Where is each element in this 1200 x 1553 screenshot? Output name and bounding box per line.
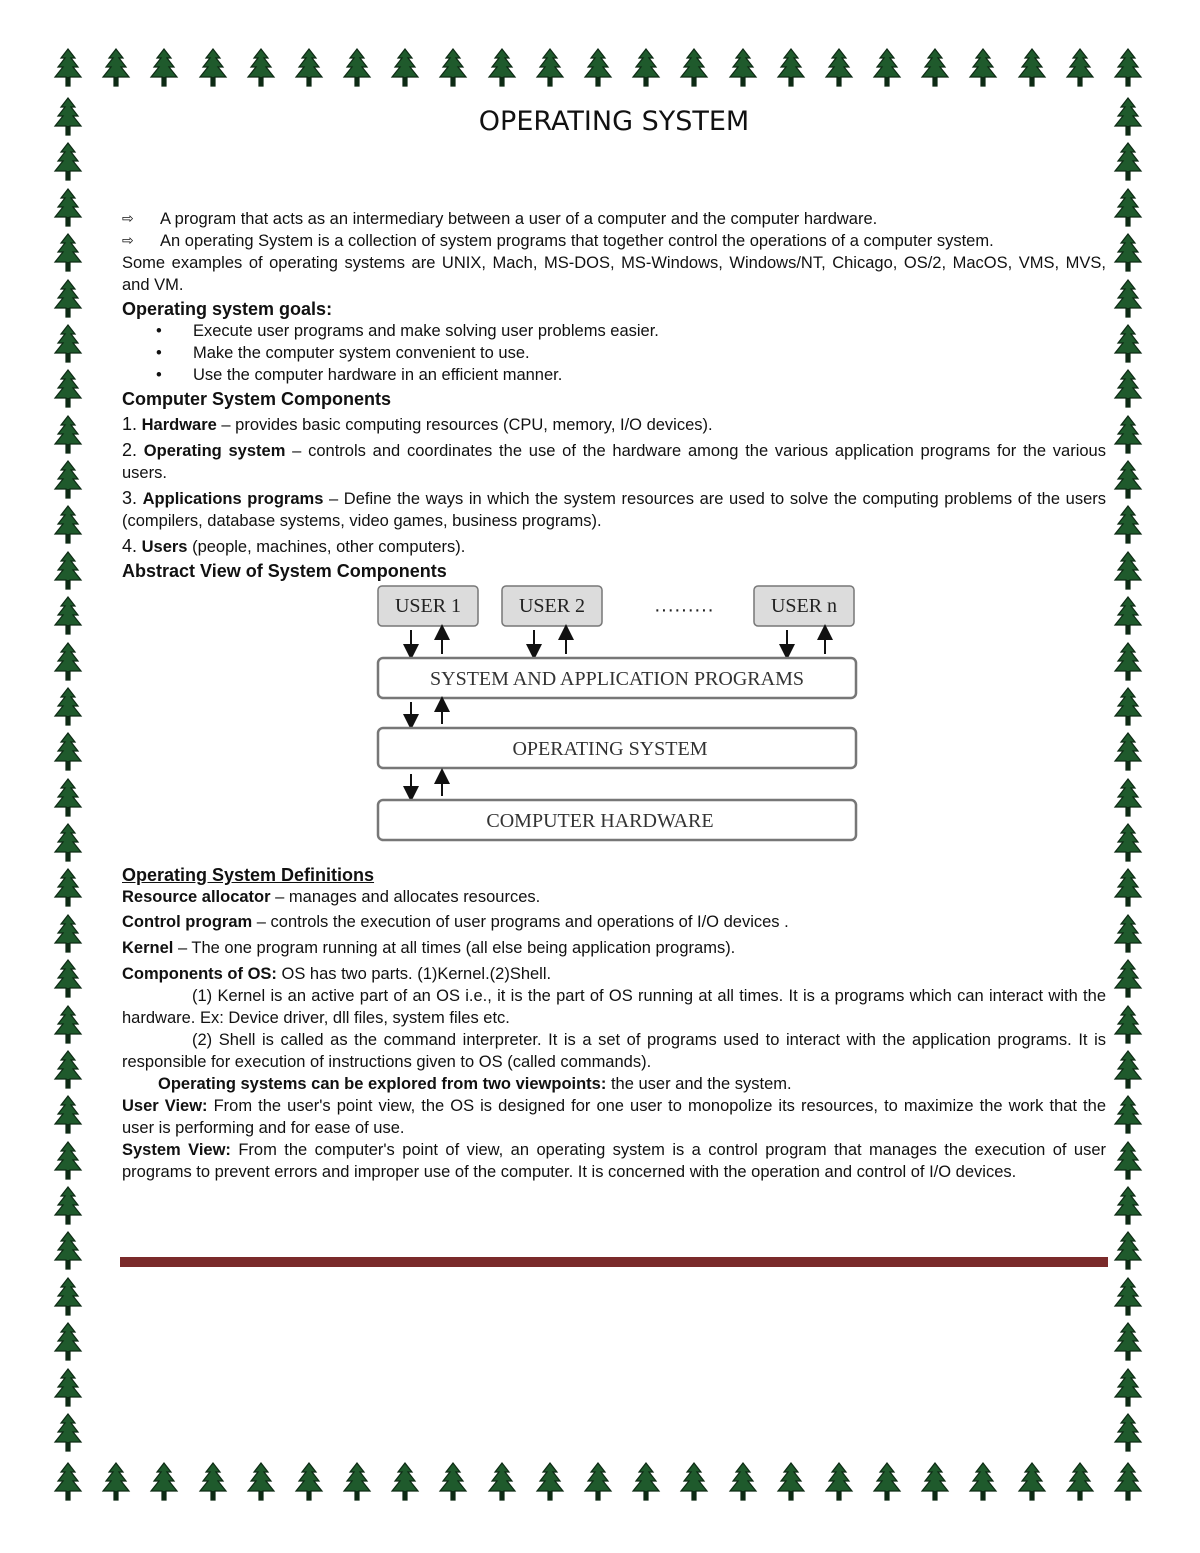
component-item: 4. Users (people, machines, other computers).	[122, 536, 466, 556]
tree-icon	[101, 48, 131, 88]
shell-paragraph: (2) Shell is called as the command interpreter. It is a set of programs used to interact with the application programs. It is responsible for execution of instructions given to OS (called commands).	[122, 1031, 1106, 1071]
tree-icon	[53, 959, 83, 999]
components-of-os: Components of OS: OS has two parts. (1)Kernel.(2)Shell.	[122, 965, 552, 983]
tree-icon	[1113, 1141, 1143, 1181]
tree-icon	[1113, 324, 1143, 364]
arrow-pair-usern	[787, 630, 825, 654]
tree-icon	[1113, 505, 1143, 545]
definition-item: Resource allocator – manages and allocates resources.	[122, 888, 541, 906]
intro-item	[122, 230, 1106, 252]
system-view-paragraph: System View: From the computer's point of view, an operating system is a control program that manages the execution of user programs to prevent errors and improper use of the computer. It is concerned with the operation and control of I/O devices.	[122, 1141, 1106, 1181]
list-item: • Make the computer system convenient to use.	[156, 344, 530, 362]
tree-icon	[1065, 48, 1095, 88]
arrow-bullet-icon: ⇨	[122, 211, 134, 227]
tree-icon	[679, 1462, 709, 1502]
document-body	[122, 100, 1106, 1183]
tree-icon	[53, 1413, 83, 1453]
tree-icon	[1017, 48, 1047, 88]
tree-icon	[1113, 188, 1143, 228]
tree-icon	[53, 1141, 83, 1181]
tree-icon	[872, 1462, 902, 1502]
tree-icon	[53, 868, 83, 908]
user-label-2: USER 2	[518, 595, 586, 617]
tree-icon	[1113, 233, 1143, 273]
tree-icon	[438, 1462, 468, 1502]
tree-icon	[149, 48, 179, 88]
tree-icon	[53, 914, 83, 954]
tree-icon	[968, 1462, 998, 1502]
tree-icon	[53, 642, 83, 682]
system-components-diagram	[122, 584, 1106, 860]
abstract-view-heading: Abstract View of System Components	[122, 561, 447, 581]
tree-icon	[342, 48, 372, 88]
layer-label-hardware: COMPUTER HARDWARE	[486, 810, 714, 832]
user-label-1: USER 1	[394, 595, 462, 617]
tree-icon	[198, 1462, 228, 1502]
list-item: • Execute user programs and make solving user problems easier.	[156, 322, 659, 340]
list-item: • Use the computer hardware in an efficient manner.	[156, 366, 563, 384]
tree-icon	[1113, 1368, 1143, 1408]
intro-text: A program that acts as an intermediary between a user of a computer and the computer hardware.	[160, 210, 878, 228]
goals-heading: Operating system goals:	[122, 299, 333, 319]
tree-icon	[1113, 48, 1143, 88]
tree-icon	[583, 48, 613, 88]
tree-icon	[1113, 1413, 1143, 1453]
tree-icon	[53, 687, 83, 727]
tree-icon	[53, 279, 83, 319]
component-item: 1. Hardware – provides basic computing resources (CPU, memory, I/O devices).	[122, 414, 713, 434]
tree-icon	[1113, 1462, 1143, 1502]
tree-icon	[53, 142, 83, 182]
tree-icon	[535, 48, 565, 88]
tree-icon	[294, 48, 324, 88]
tree-icon	[824, 48, 854, 88]
arrow-bullet-icon: ⇨	[122, 233, 134, 249]
bullet-icon: •	[156, 366, 162, 384]
tree-icon	[1113, 1231, 1143, 1271]
tree-icon	[487, 48, 517, 88]
tree-icon	[968, 48, 998, 88]
tree-icon	[920, 1462, 950, 1502]
tree-icon	[1113, 369, 1143, 409]
tree-icon	[149, 1462, 179, 1502]
tree-icon	[246, 1462, 276, 1502]
tree-icon	[728, 48, 758, 88]
tree-icon	[583, 1462, 613, 1502]
tree-icon	[198, 48, 228, 88]
bullet-icon: •	[156, 344, 162, 362]
definitions-heading: Operating System Definitions	[122, 865, 375, 885]
component-item: 2. Operating system – controls and coordinates the use of the hardware among the various application programs for the various users.	[122, 440, 1106, 482]
intro-text: An operating System is a collection of system programs that together control the operations of a computer system.	[160, 232, 994, 250]
tree-icon	[824, 1462, 854, 1502]
tree-icon	[1113, 687, 1143, 727]
tree-icon	[1113, 1322, 1143, 1362]
tree-icon	[1113, 868, 1143, 908]
tree-icon	[1113, 1005, 1143, 1045]
layer-label-programs: SYSTEM AND APPLICATION PROGRAMS	[430, 668, 804, 690]
component-item: 3. Applications programs – Define the ways in which the system resources are used to solve the computing problems of the users (compilers, database systems, video games, business programs).	[122, 488, 1106, 530]
horizontal-rule	[120, 1257, 1108, 1267]
definition-item: Control program – controls the execution of user programs and operations of I/O devices .	[122, 913, 789, 931]
user-label-n: USER n	[770, 595, 838, 617]
layer-label-os: OPERATING SYSTEM	[512, 738, 708, 760]
tree-icon	[438, 48, 468, 88]
tree-icon	[53, 48, 83, 88]
tree-icon	[53, 415, 83, 455]
tree-icon	[53, 1231, 83, 1271]
kernel-paragraph: (1) Kernel is an active part of an OS i.e., it is the part of OS running at all times. It is a programs which can interact with the hardware. Ex: Device driver, dll files, system files etc.	[122, 987, 1106, 1027]
tree-icon	[390, 48, 420, 88]
tree-icon	[776, 1462, 806, 1502]
tree-icon	[872, 48, 902, 88]
intro-item	[122, 208, 1106, 230]
components-heading: Computer System Components	[122, 389, 392, 409]
tree-icon	[1113, 415, 1143, 455]
tree-icon	[246, 48, 276, 88]
bullet-icon: •	[156, 322, 162, 340]
tree-icon	[1113, 959, 1143, 999]
tree-icon	[53, 1186, 83, 1226]
tree-icon	[1113, 1050, 1143, 1090]
tree-icon	[53, 1322, 83, 1362]
tree-icon	[631, 48, 661, 88]
tree-icon	[1065, 1462, 1095, 1502]
tree-icon	[390, 1462, 420, 1502]
goals-list	[122, 320, 1106, 386]
tree-icon	[53, 551, 83, 591]
tree-icon	[679, 48, 709, 88]
arrow-pair-user2	[534, 630, 566, 654]
tree-icon	[776, 48, 806, 88]
arrow-pair-os-hardware	[411, 774, 442, 796]
definition-item: Kernel – The one program running at all times (all else being application programs).	[122, 939, 736, 957]
tree-icon	[53, 505, 83, 545]
tree-icon	[631, 1462, 661, 1502]
arrow-pair-user1	[411, 630, 442, 654]
tree-icon	[920, 48, 950, 88]
diagram-svg	[122, 584, 1106, 860]
tree-icon	[53, 97, 83, 137]
tree-icon	[1113, 97, 1143, 137]
tree-icon	[728, 1462, 758, 1502]
tree-icon	[53, 1462, 83, 1502]
tree-icon	[53, 1005, 83, 1045]
tree-icon	[1113, 596, 1143, 636]
tree-icon	[53, 1368, 83, 1408]
page-title: OPERATING SYSTEM	[478, 106, 750, 137]
tree-icon	[101, 1462, 131, 1502]
tree-icon	[342, 1462, 372, 1502]
tree-icon	[53, 460, 83, 500]
tree-icon	[1113, 823, 1143, 863]
arrow-pair-programs-os	[411, 702, 442, 724]
tree-icon	[294, 1462, 324, 1502]
tree-icon	[1113, 551, 1143, 591]
tree-icon	[1113, 778, 1143, 818]
tree-icon	[535, 1462, 565, 1502]
tree-icon	[53, 324, 83, 364]
tree-icon	[487, 1462, 517, 1502]
tree-icon	[53, 369, 83, 409]
tree-icon	[53, 1277, 83, 1317]
tree-icon	[53, 596, 83, 636]
tree-icon	[1113, 1186, 1143, 1226]
tree-icon	[53, 233, 83, 273]
ellipsis-text: ·········	[654, 599, 714, 621]
tree-icon	[1113, 1095, 1143, 1135]
tree-icon	[53, 778, 83, 818]
tree-icon	[53, 188, 83, 228]
tree-icon	[53, 1050, 83, 1090]
tree-icon	[53, 732, 83, 772]
tree-icon	[53, 823, 83, 863]
tree-icon	[1017, 1462, 1047, 1502]
tree-icon	[53, 1095, 83, 1135]
tree-icon	[1113, 142, 1143, 182]
viewpoints-paragraph: Operating systems can be explored from two viewpoints: the user and the system.	[158, 1075, 792, 1093]
tree-icon	[1113, 732, 1143, 772]
user-view-paragraph: User View: From the user's point view, the OS is designed for one user to monopolize its resources, to maximize the work that the user is performing and for ease of use.	[122, 1097, 1106, 1137]
tree-icon	[1113, 279, 1143, 319]
tree-icon	[1113, 1277, 1143, 1317]
examples-paragraph: Some examples of operating systems are UNIX, Mach, MS-DOS, MS-Windows, Windows/NT, Chicago, OS/2, MacOS, VMS, MVS, and VM.	[122, 254, 1106, 294]
tree-icon	[1113, 642, 1143, 682]
tree-icon	[1113, 914, 1143, 954]
tree-icon	[1113, 460, 1143, 500]
